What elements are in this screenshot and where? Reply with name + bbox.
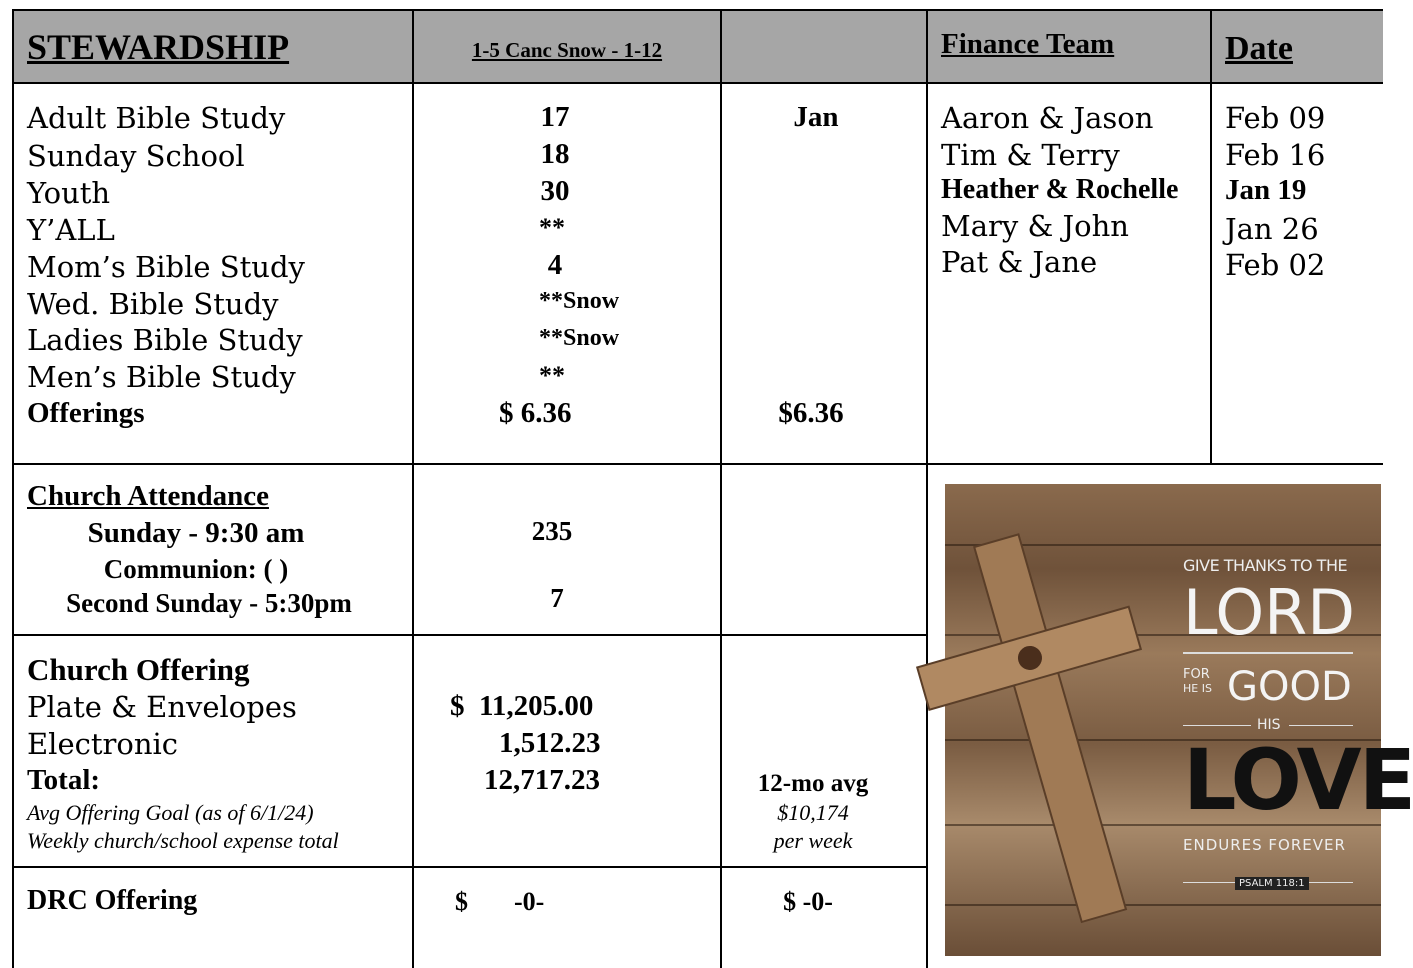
- row-value: 17: [540, 101, 570, 133]
- avg-unit: per week: [773, 828, 853, 853]
- row-label: Mom’s Bible Study: [27, 250, 305, 284]
- finance-team-header: Finance Team: [941, 28, 1115, 60]
- finance-name-current: Heather & Rochelle: [941, 174, 1179, 205]
- electronic-value: 1,512.23: [499, 727, 601, 759]
- row-label: Ladies Bible Study: [27, 323, 303, 357]
- plate-value: $ 11,205.00: [450, 690, 594, 722]
- row-label: Adult Bible Study: [27, 101, 286, 135]
- row-label: Sunday School: [27, 139, 245, 173]
- date-header: Date: [1225, 30, 1293, 67]
- cancel-note: 1-5 Canc Snow - 1-12: [471, 38, 663, 62]
- row-value: **Snow: [539, 325, 620, 351]
- second-sunday-label: Second Sunday - 5:30pm: [66, 588, 352, 618]
- finance-date: Jan 26: [1225, 212, 1319, 246]
- goal-label: Avg Offering Goal (as of 6/1/24): [27, 800, 314, 825]
- row-label: Men’s Bible Study: [27, 360, 296, 394]
- image-line-3a: FOR: [1183, 667, 1210, 682]
- total-label: Total:: [27, 764, 101, 796]
- scripture-image: [945, 484, 1413, 956]
- finance-name: Mary & John: [941, 209, 1129, 243]
- communion-label: Communion: ( ): [103, 554, 289, 584]
- sunday-attendance-value: 235: [531, 516, 573, 546]
- finance-date: Feb 02: [1225, 248, 1326, 282]
- expense-label: Weekly church/school expense total: [27, 828, 339, 853]
- divider: [1183, 725, 1251, 726]
- finance-name: Pat & Jane: [941, 245, 1098, 279]
- image-line-1: GIVE THANKS TO THE: [1183, 556, 1348, 575]
- psalm-reference: PSALM 118:1: [1235, 877, 1309, 890]
- electronic-label: Electronic: [27, 727, 179, 761]
- sunday-service-label: Sunday - 9:30 am: [87, 517, 305, 549]
- drc-value: -0-: [514, 887, 545, 916]
- finance-date-current: Jan 19: [1225, 174, 1307, 206]
- finance-date: Feb 16: [1225, 138, 1326, 172]
- row-label: Youth: [27, 176, 111, 210]
- row-label: Wed. Bible Study: [27, 287, 279, 321]
- drc-value-2: $ -0-: [783, 887, 833, 916]
- offerings-value: $ 6.36: [499, 397, 572, 429]
- attendance-title: Church Attendance: [27, 480, 269, 512]
- image-line-7: ENDURES FOREVER: [1183, 836, 1346, 854]
- image-line-5: HIS: [1257, 717, 1281, 733]
- row-value: **Snow: [539, 288, 620, 314]
- row-value: **: [539, 361, 565, 390]
- row-value: **: [539, 213, 565, 242]
- row-value: 30: [540, 175, 570, 207]
- row-label-offerings: Offerings: [27, 397, 145, 429]
- finance-name: Tim & Terry: [941, 138, 1120, 172]
- cross-icon: [945, 484, 1381, 956]
- drc-dollar: $: [455, 887, 468, 916]
- month-offering: $6.36: [778, 397, 844, 429]
- offering-title: Church Offering: [27, 652, 250, 687]
- finance-date: Feb 09: [1225, 101, 1326, 135]
- avg-value: $10,174: [777, 800, 849, 825]
- plate-label: Plate & Envelopes: [27, 690, 297, 724]
- month-label: Jan: [793, 101, 839, 133]
- drc-label: DRC Offering: [27, 885, 198, 916]
- stewardship-title: STEWARDSHIP: [27, 27, 290, 67]
- row-value: 4: [547, 249, 563, 281]
- second-sunday-value: 7: [550, 583, 564, 613]
- divider: [1289, 725, 1353, 726]
- image-line-3b: HE IS: [1183, 682, 1212, 695]
- finance-name: Aaron & Jason: [941, 101, 1154, 135]
- image-line-6: LOVE: [1183, 731, 1413, 829]
- image-line-2: LORD: [1183, 576, 1355, 649]
- total-value: 12,717.23: [484, 764, 600, 796]
- image-line-4: GOOD: [1227, 664, 1352, 710]
- divider: [1183, 652, 1353, 654]
- row-value: 18: [540, 138, 570, 170]
- row-label: Y’ALL: [27, 213, 115, 247]
- avg-label: 12-mo avg: [757, 770, 869, 797]
